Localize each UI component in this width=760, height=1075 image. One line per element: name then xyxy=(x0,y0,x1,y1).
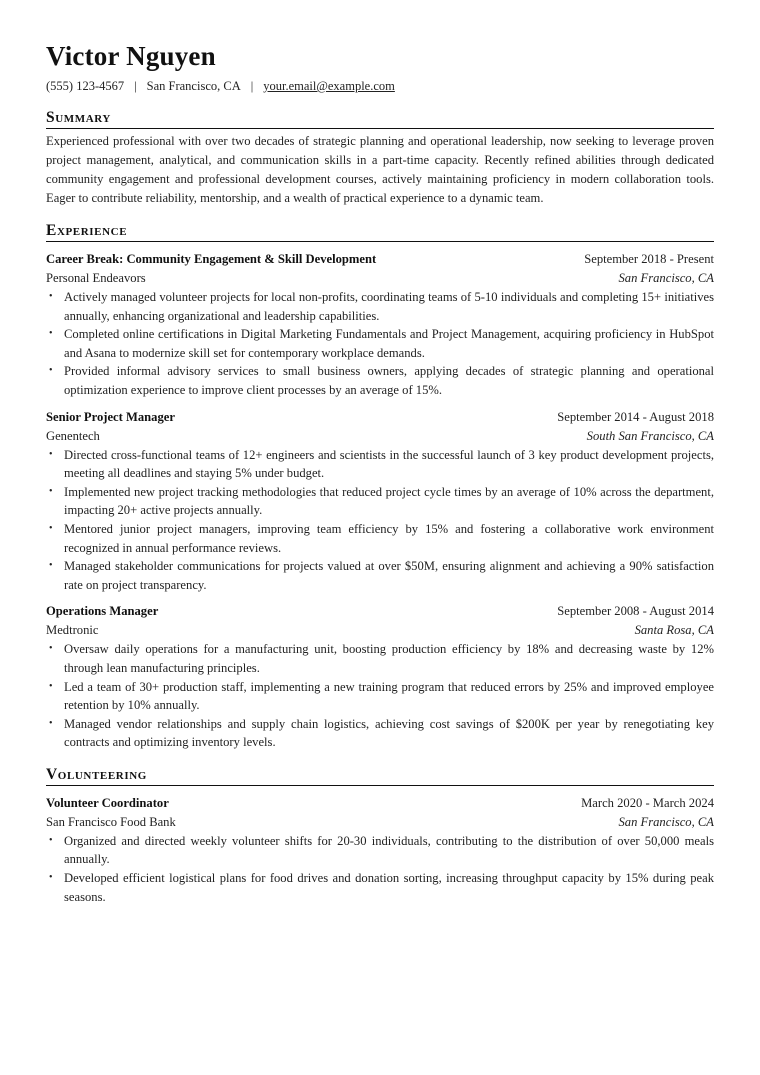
job-title: Operations Manager xyxy=(46,604,159,619)
experience-section xyxy=(46,221,714,752)
bullet-list xyxy=(46,640,714,752)
location-text: San Francisco, CA xyxy=(146,79,241,93)
bullet-item: • Oversaw daily operations for a manufacturing unit, boosting production efficiency by 18% and decreasing waste by 12% through lean manufacturing principles. xyxy=(64,640,714,677)
job-location: Santa Rosa, CA xyxy=(634,623,714,638)
experience-entry xyxy=(46,408,714,595)
bullet-item: • Organized and directed weekly volunteer shifts for 20-30 individuals, contributing to the distribution of over 50,000 meals annually. xyxy=(64,832,714,869)
volunteer-dates: March 2020 - March 2024 xyxy=(581,795,714,810)
bullet-list xyxy=(46,446,714,595)
volunteer-location: San Francisco, CA xyxy=(618,814,714,829)
experience-entry xyxy=(46,602,714,752)
bullet-item: • Provided informal advisory services to small business owners, applying decades of strategic planning and operational optimization experience to improve client processes by an average of 15%. xyxy=(64,362,714,399)
volunteering-heading: Volunteering xyxy=(46,765,714,786)
experience-heading: Experience xyxy=(46,221,714,242)
candidate-name: Victor Nguyen xyxy=(46,41,216,71)
employer-name: Medtronic xyxy=(46,623,99,638)
bullet-item: • Implemented new project tracking methodologies that reduced project cycle times by an average of 10% across the department, impacting 20+ active projects annually. xyxy=(64,483,714,520)
job-location: South San Francisco, CA xyxy=(586,428,714,443)
volunteer-role: Volunteer Coordinator xyxy=(46,795,169,810)
job-dates: September 2014 - August 2018 xyxy=(557,409,714,424)
contact-separator: | xyxy=(250,79,254,93)
contact-separator: | xyxy=(134,79,137,93)
volunteering-entry xyxy=(46,794,714,906)
summary-text: Experienced professional with over two decades of strategic planning and operational leadership, now seeking to leverage proven project management, analytical, and communication skills in a part-time capacity. Recently refined abilities through dedicated community engagement and professional development courses, actively maintaining proficiency in modern collaboration tools. Eager to contribute reliability, mentorship, and a wealth of practical experience to a dynamic team. xyxy=(46,134,714,205)
bullet-item: • Completed online certifications in Digital Marketing Fundamentals and Project Management, acquiring proficiency in HubSpot and Asana to modernize skill set for contemporary workplace demands. xyxy=(64,325,714,362)
phone-number: (555) 123-4567 xyxy=(46,79,125,93)
employer-name: Genentech xyxy=(46,428,100,443)
experience-entry xyxy=(46,250,714,400)
job-title: Career Break: Community Engagement & Skill Development xyxy=(46,252,377,266)
job-dates: September 2008 - August 2014 xyxy=(557,604,714,619)
employer-name: Personal Endeavors xyxy=(46,271,146,285)
job-dates: September 2018 - Present xyxy=(584,252,714,266)
bullet-item: • Managed stakeholder communications for projects valued at over $50M, ensuring alignment and achieving a 90% satisfaction rate on project transparency. xyxy=(64,557,714,594)
contact-line xyxy=(46,77,714,95)
email-link[interactable]: your.email@example.com xyxy=(263,79,395,93)
bullet-list xyxy=(46,288,714,400)
volunteer-org: San Francisco Food Bank xyxy=(46,814,176,829)
bullet-item: • Led a team of 30+ production staff, implementing a new training program that reduced errors by 25% and improved employee retention by 10% annually. xyxy=(64,678,714,715)
bullet-item: • Mentored junior project managers, improving team efficiency by 15% and fostering a collaborative work environment recognized in annual performance reviews. xyxy=(64,520,714,557)
bullet-item: • Developed efficient logistical plans for food drives and donation sorting, increasing throughput capacity by 15% during peak seasons. xyxy=(64,869,714,906)
job-title: Senior Project Manager xyxy=(46,409,175,424)
summary-heading: Summary xyxy=(46,108,714,129)
bullet-list xyxy=(46,832,714,906)
bullet-item: • Actively managed volunteer projects for local non-profits, coordinating teams of 5-10 individuals and completing 15+ initiatives annually, enhancing organizational and leadership capabilities. xyxy=(64,288,714,325)
bullet-item: • Managed vendor relationships and supply chain logistics, achieving cost savings of $200K per year by renegotiating key contracts and optimizing inventory levels. xyxy=(64,715,714,752)
summary-section xyxy=(46,108,714,208)
bullet-item: • Directed cross-functional teams of 12+ engineers and scientists in the successful launch of 3 key product development projects, meeting all deadlines and staying 5% under budget. xyxy=(64,446,714,483)
job-location: San Francisco, CA xyxy=(618,271,714,285)
volunteering-section xyxy=(46,765,714,906)
